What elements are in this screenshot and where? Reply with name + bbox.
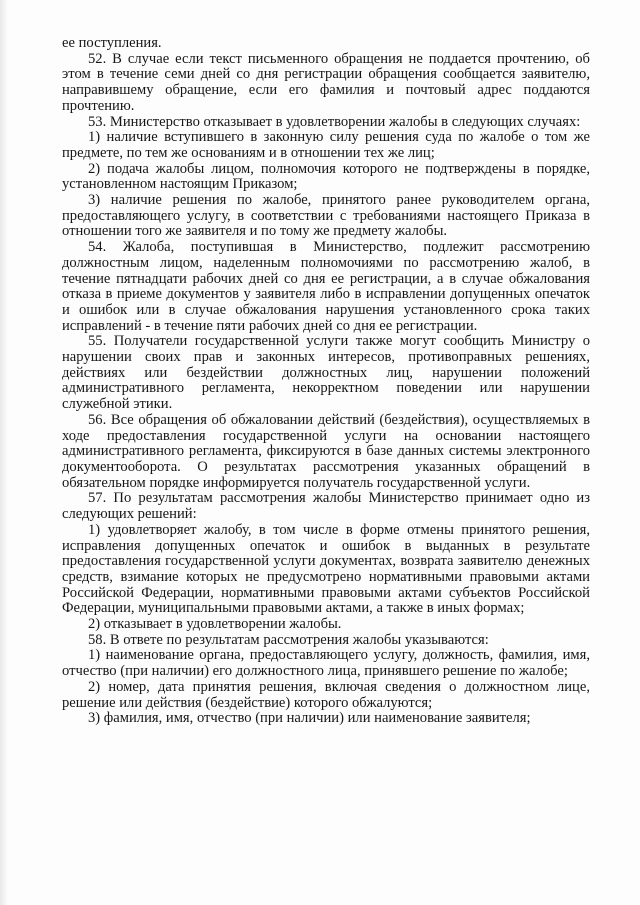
paragraph-57: 57. По результатам рассмотрения жалобы Министерство принимает одно из следующих решений: xyxy=(62,490,590,523)
scan-edge-shadow xyxy=(0,0,8,905)
paragraph-58-item-1: 1) наименование органа, предоставляющего услугу, должность, фамилия, имя, отчество (при наличии) его должностного лица, принявшего решение по жалобе; xyxy=(62,647,590,680)
document-body xyxy=(62,36,590,727)
paragraph-continuation: ее поступления. xyxy=(62,35,162,51)
paragraph-53-item-3: 3) наличие решения по жалобе, принятого ранее руководителем органа, предоставляющего услугу, в соответствии с требованиями настоящего Приказа в отношении того же заявителя и по тому же предмету жалобы. xyxy=(62,192,590,240)
paragraph-52: 52. В случае если текст письменного обращения не поддается прочтению, об этом в течение семи дней со дня регистрации обращения сообщается заявителю, направившему обращение, если его фамилия и почтовый адрес поддаются прочтению. xyxy=(62,50,590,114)
paragraph-56: 56. Все обращения об обжаловании действий (бездействия), осуществляемых в ходе предоставления государственной услуги на основании настоящего административного регламента, фиксируются в базе данных системы электронного документооборота. О результатах рассмотрения указанных обращений в обязательном порядке информируется получатель государственной услуги. xyxy=(62,411,590,491)
paragraph-54: 54. Жалоба, поступившая в Министерство, подлежит рассмотрению должностным лицом, наделенным полномочиями по рассмотрению жалоб, в течение пятнадцати рабочих дней со дня ее регистрации, а в случае обжалования отказа в приеме документов у заявителя либо в исправлении допущенных опечаток и ошибок или в случае обжалования нарушения установленного срока таких исправлений - в течение пяти рабочих дней со дня ее регистрации. xyxy=(62,239,590,334)
paragraph-57-item-2: 2) отказывает в удовлетворении жалобы. xyxy=(88,616,342,633)
paragraph-58-item-2: 2) номер, дата принятия решения, включая сведения о должностном лице, решение или действия (бездействие) которого обжалуются; xyxy=(62,678,590,711)
paragraph-55: 55. Получатели государственной услуги также могут сообщить Министру о нарушении своих прав и законных интересов, противоправных решениях, действиях или бездействии должностных лиц, нарушении положений административного регламента, некорректном поведении или нарушении служебной этики. xyxy=(62,333,590,413)
paragraph-58-item-3: 3) фамилия, имя, отчество (при наличии) или наименование заявителя; xyxy=(88,710,531,727)
paragraph-53: 53. Министерство отказывает в удовлетворении жалобы в следующих случаях: xyxy=(88,113,581,130)
paragraph-53-item-2: 2) подача жалобы лицом, полномочия которого не подтверждены в порядке, установленном настоящим Приказом; xyxy=(62,160,590,193)
paragraph-57-item-1: 1) удовлетворяет жалобу, в том числе в форме отмены принятого решения, исправления допущенных опечаток и ошибок в выданных в результате предоставления государственной услуги документах, возврата заявителю денежных средств, взимание которых не предусмотрено нормативными правовыми актами Российской Федерации, нормативными правовыми актами субъектов Российской Федерации, муниципальными правовыми актами, а также в иных формах; xyxy=(62,521,590,617)
paragraph-58: 58. В ответе по результатам рассмотрения жалобы указываются: xyxy=(88,631,489,648)
paragraph-53-item-1: 1) наличие вступившего в законную силу решения суда по жалобе о том же предмете, по тем же основаниям и в отношении тех же лиц; xyxy=(62,129,590,161)
